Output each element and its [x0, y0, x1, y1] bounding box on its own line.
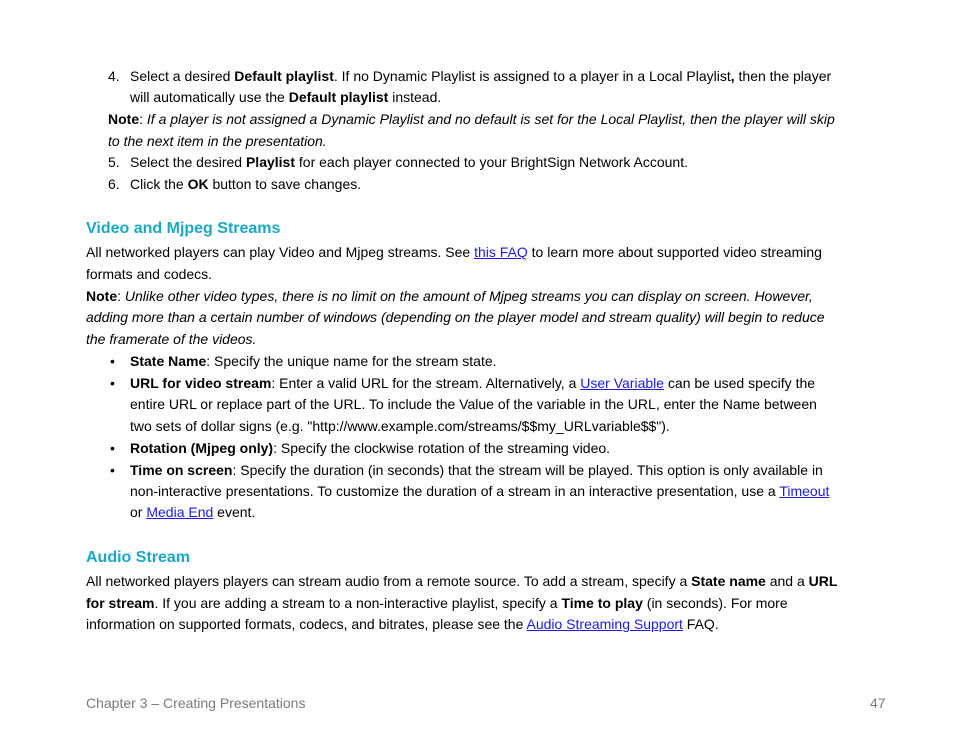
text: :: [117, 288, 125, 304]
footer-chapter: Chapter 3 – Creating Presentations: [86, 695, 306, 711]
text: All networked players can play Video and Mjpeg streams. See: [86, 244, 475, 260]
step6-line: [130, 175, 361, 193]
bold-text: URL: [808, 573, 838, 589]
text: and a: [765, 573, 809, 589]
bold-text: for stream: [86, 595, 155, 611]
text: :: [139, 111, 147, 127]
bullet-rotation: [130, 439, 610, 457]
step4-line2: [130, 88, 441, 106]
step4-line1: [130, 67, 831, 85]
note-text: If a player is not assigned a Dynamic Playlist and no default is set for the Local Playlist, then the player will skip: [146, 111, 835, 127]
step-number: 5.: [108, 154, 120, 170]
text: All networked players players can stream audio from a remote source. To add a stream, specify a: [86, 573, 692, 589]
bullet-marker: •: [110, 462, 115, 478]
text: two sets of dollar signs (e.g. "http://www.example.com/streams/$$my_URLvariable$$").: [130, 418, 670, 434]
text: then the player: [734, 68, 832, 84]
note-label: Note: [86, 288, 118, 304]
text: non-interactive presentations. To customize the duration of a stream in an interactive presentation, use a: [130, 483, 780, 499]
text: FAQ.: [682, 616, 719, 632]
video-note-line2: [86, 308, 825, 326]
bullet-time-line3: [130, 503, 255, 521]
step-number: 6.: [108, 176, 120, 192]
text: (in seconds). For more: [642, 595, 788, 611]
text: . If you are adding a stream to a non-interactive playlist, specify a: [154, 595, 562, 611]
bullet-marker: •: [110, 353, 115, 369]
bullet-url-line1: [130, 374, 815, 392]
video-note-line3: [86, 330, 256, 348]
text: instead.: [388, 89, 442, 105]
bullet-time-line2: [130, 482, 829, 500]
bold-text: Playlist: [245, 154, 295, 170]
text: : Specify the clockwise rotation of the streaming video.: [273, 440, 611, 456]
text: for each player connected to your BrightSign Network Account.: [295, 154, 688, 170]
step5-line: [130, 153, 688, 171]
audio-line3: [86, 615, 719, 633]
bold-text: URL for video stream: [130, 375, 272, 391]
text: will automatically use the: [130, 89, 289, 105]
video-paragraph-line1: [86, 243, 822, 261]
audio-line2: [86, 594, 788, 612]
bold-text: Time to play: [561, 595, 643, 611]
step-number: 4.: [108, 68, 120, 84]
note-line2: [108, 132, 327, 150]
bullet-marker: •: [110, 440, 115, 456]
media-end-link[interactable]: Media End: [146, 504, 214, 520]
faq-link[interactable]: this FAQ: [474, 244, 528, 260]
text: Select the desired: [130, 154, 246, 170]
video-note-line1: [86, 287, 813, 305]
text: can be used specify the: [664, 375, 816, 391]
text: button to save changes.: [208, 176, 362, 192]
text: to learn more about supported video streaming: [527, 244, 822, 260]
text: : Enter a valid URL for the stream. Alternatively, a: [271, 375, 581, 391]
text: : Specify the duration (in seconds) that the stream will be played. This option is only available in: [232, 462, 823, 478]
audio-line1: [86, 572, 837, 590]
bullet-state-name: [130, 352, 497, 370]
note-text: to the next item in the presentation.: [108, 133, 327, 149]
audio-streaming-support-link[interactable]: Audio Streaming Support: [526, 616, 683, 632]
bold-text: Default playlist: [234, 68, 334, 84]
section-heading-audio: Audio Stream: [86, 549, 191, 566]
bold-text: Default playlist: [288, 89, 389, 105]
bullet-marker: •: [110, 375, 115, 391]
bullet-url-line3: [130, 417, 670, 435]
bold-text: ,: [730, 68, 735, 84]
section-heading-video: Video and Mjpeg Streams: [86, 220, 281, 237]
bullet-url-line2: [130, 395, 817, 413]
text: information on supported formats, codecs, and bitrates, please see the: [86, 616, 527, 632]
text: formats and codecs.: [86, 266, 213, 282]
text: Select a desired: [130, 68, 235, 84]
page-number: 47: [870, 695, 886, 711]
bold-text: State Name: [130, 353, 207, 369]
bold-text: State name: [691, 573, 766, 589]
note-label: Note: [108, 111, 140, 127]
user-variable-link[interactable]: User Variable: [580, 375, 665, 391]
text: . If no Dynamic Playlist is assigned to a player in a Local Playlist: [333, 68, 731, 84]
text: Click the: [130, 176, 188, 192]
bold-text: Time on screen: [130, 462, 233, 478]
note-text: Unlike other video types, there is no limit on the amount of Mjpeg streams you can display on screen. However,: [124, 288, 813, 304]
text: : Specify the unique name for the stream state.: [206, 353, 497, 369]
bullet-time-line1: [130, 461, 823, 479]
timeout-link[interactable]: Timeout: [779, 483, 830, 499]
video-paragraph-line2: [86, 265, 212, 283]
bold-text: Rotation (Mjpeg only): [130, 440, 274, 456]
note-text: adding more than a certain number of windows (depending on the player model and stream quality) will begin to reduce: [86, 309, 825, 325]
note-line1: [108, 110, 835, 128]
text: event.: [213, 504, 256, 520]
note-text: the framerate of the videos.: [86, 331, 257, 347]
bold-text: OK: [187, 176, 209, 192]
text: entire URL or replace part of the URL. To include the Value of the variable in the URL, enter the Name between: [130, 396, 817, 412]
text: or: [130, 504, 147, 520]
